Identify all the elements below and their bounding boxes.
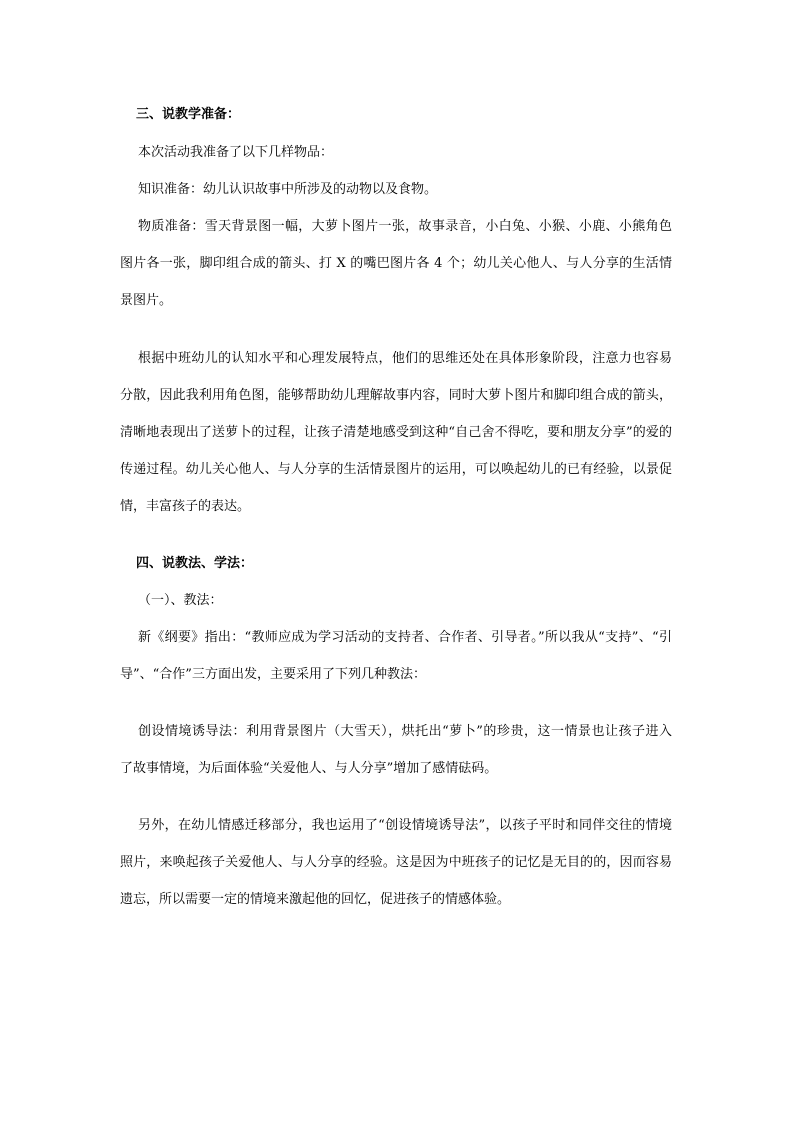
section3-heading: 三、说教学准备： [136,107,241,122]
section3-material-line-2: 图片各一张，脚印组合成的箭头、打 X 的嘴巴图片各 4 个；幼儿关心他人、与人分享的生活情 [120,256,672,271]
section3-material-line-3: 景图片。 [120,293,173,308]
section3-rationale-line-4: 传递过程。幼儿关心他人、与人分享的生活情景图片的运用，可以唤起幼儿的已有经验，以景促 [120,462,672,477]
section3-rationale-line-2: 分散，因此我利用角色图，能够帮助幼儿理解故事内容，同时大萝卜图片和脚印组合成的箭头， [120,388,672,403]
section3-rationale-line-1: 根据中班幼儿的认知水平和心理发展特点，他们的思维还处在具体形象阶段，注意力也容易 [138,351,672,366]
section4-method2-line-3: 遗忘，所以需要一定的情境来激起他的回忆，促进孩子的情感体验。 [120,892,511,907]
section4-subheading: （一）、教法： [138,593,223,608]
section3-intro: 本次活动我准备了以下几样物品： [138,145,334,160]
section4-method2-line-1: 另外，在幼儿情感迁移部分，我也运用了“创设情境诱导法”，以孩子平时和同伴交往的情境 [138,818,672,833]
section4-outline-line-1: 新《纲要》指出：“教师应成为学习活动的支持者、合作者、引导者。”所以我从“支持”、“引 [138,630,672,645]
section4-method1-line-1: 创设情境诱导法：利用背景图片（大雪天），烘托出“萝卜”的珍贵，这一情景也让孩子进入 [138,724,672,739]
section4-outline-line-2: 导”、“合作”三方面出发，主要采用了下列几种教法： [120,667,426,682]
section4-method1-line-2: 了故事情境，为后面体验“关爱他人、与人分享”增加了感情砝码。 [120,761,498,776]
section3-rationale-line-3: 清晰地表现出了送萝卜的过程，让孩子清楚地感受到这种“自己舍不得吃，要和朋友分享”的爱的 [120,425,672,440]
section4-method2-line-2: 照片，来唤起孩子关爱他人、与人分享的经验。这是因为中班孩子的记忆是无目的的，因而容易 [120,855,672,870]
section3-rationale-line-5: 情，丰富孩子的表达。 [120,499,251,514]
section3-material-line-1: 物质准备：雪天背景图一幅，大萝卜图片一张，故事录音，小白兔、小猴、小鹿、小熊角色 [138,219,672,234]
section3-knowledge: 知识准备：幼儿认识故事中所涉及的动物以及食物。 [138,182,438,197]
section4-heading: 四、说教法、学法： [136,556,254,571]
